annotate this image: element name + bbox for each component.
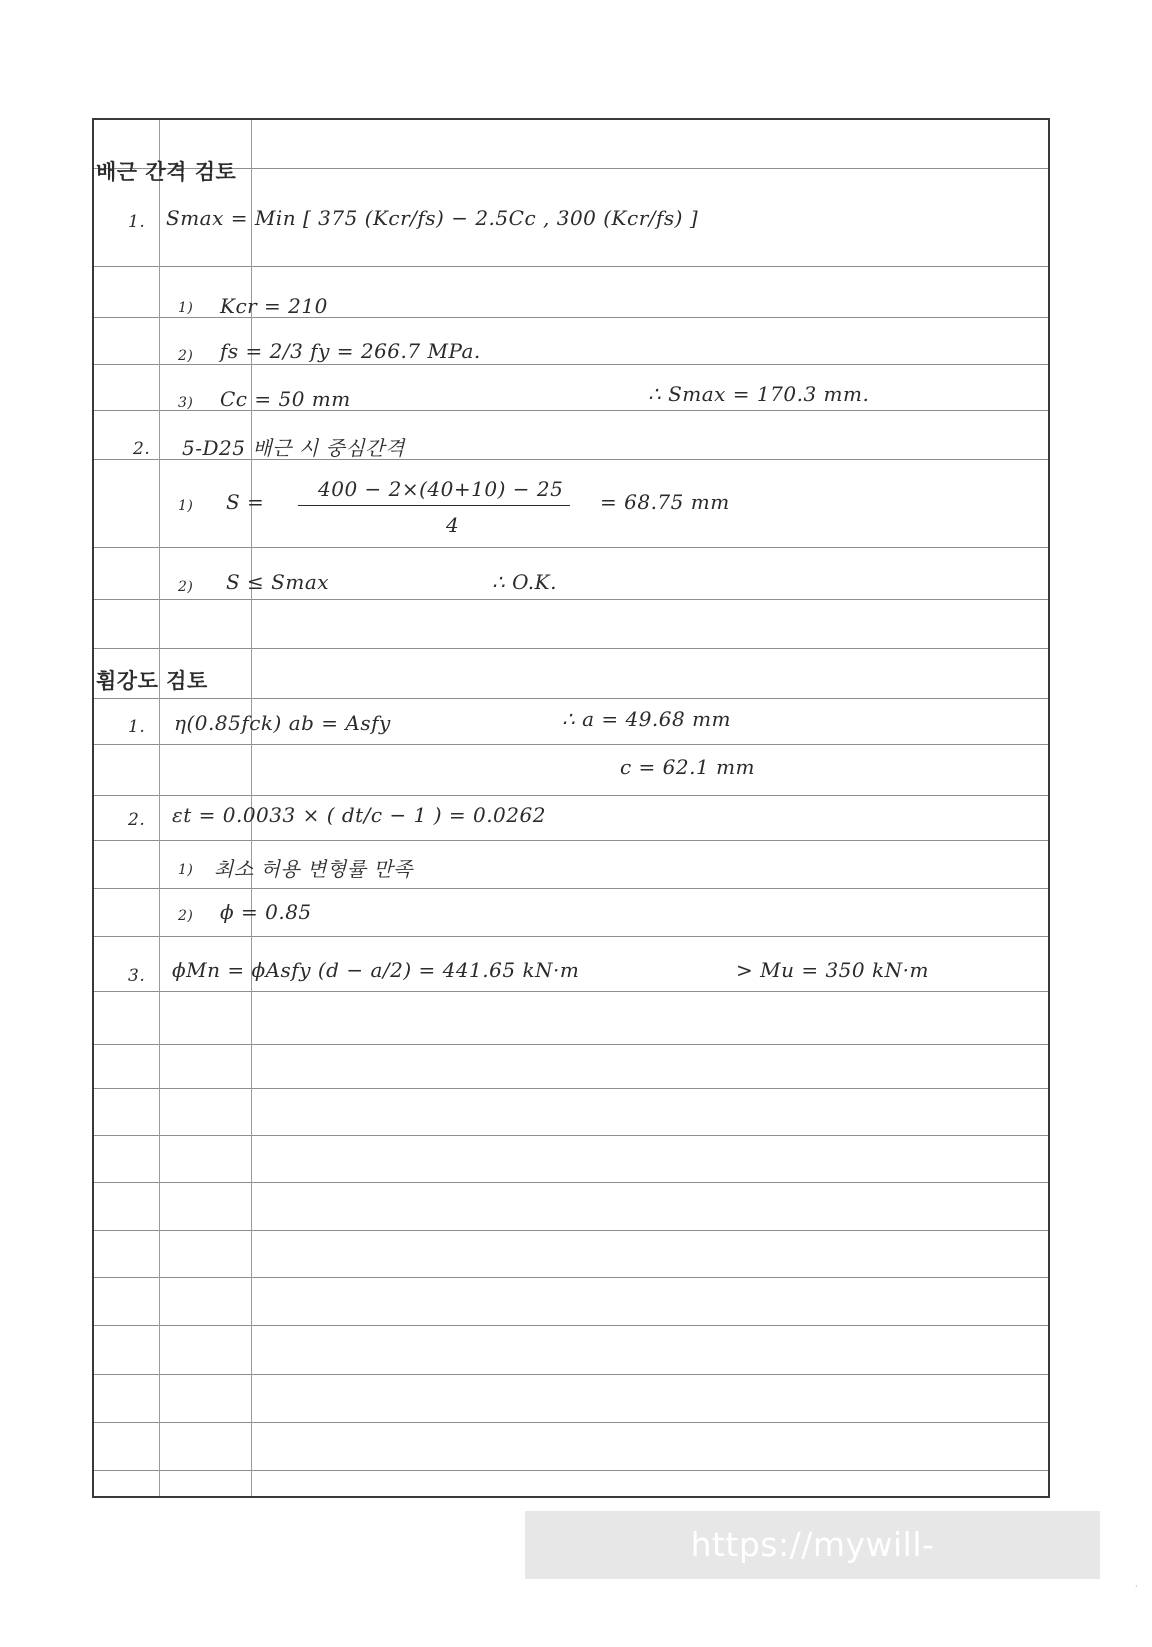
cc-value: Cc = 50 mm bbox=[220, 387, 351, 411]
item-number: 2. bbox=[128, 810, 146, 830]
item-number: 1. bbox=[128, 717, 146, 737]
ruled-line bbox=[94, 1135, 1048, 1136]
section-heading-flexure: 휨강도 검토 bbox=[96, 669, 208, 693]
ruled-line bbox=[94, 744, 1048, 745]
s-numerator: 400 − 2×(40+10) − 25 bbox=[318, 477, 564, 501]
kcr-value: Kcr = 210 bbox=[220, 294, 328, 318]
item-number: 3. bbox=[128, 966, 146, 986]
ruled-line bbox=[94, 1182, 1048, 1183]
bar-spacing-title: 5-D25 배근 시 중심간격 bbox=[182, 436, 405, 460]
ruled-line bbox=[94, 1277, 1048, 1278]
strain-check: 최소 허용 변형률 만족 bbox=[214, 857, 413, 881]
s-check-result: ∴ O.K. bbox=[492, 570, 557, 594]
ruled-line bbox=[94, 1044, 1048, 1045]
scan-mark: · bbox=[1135, 1582, 1138, 1591]
smax-result: ∴ Smax = 170.3 mm. bbox=[648, 382, 870, 406]
strain-eq: εt = 0.0033 × ( dt/c − 1 ) = 0.0262 bbox=[172, 803, 546, 827]
fs-value: fs = 2/3 fy = 266.7 MPa. bbox=[220, 339, 481, 363]
ruled-line bbox=[94, 648, 1048, 649]
equilibrium-eq: η(0.85fck) ab = Asfy bbox=[174, 711, 391, 735]
moment-compare: > Mu = 350 kN·m bbox=[736, 958, 929, 982]
sub-item-number: 3) bbox=[178, 395, 194, 411]
phi-value: ϕ = 0.85 bbox=[220, 900, 312, 924]
margin-line bbox=[159, 120, 160, 1496]
ruled-line bbox=[94, 795, 1048, 796]
sub-item-number: 1) bbox=[178, 300, 194, 316]
sub-item-number: 2) bbox=[178, 579, 194, 595]
a-result: ∴ a = 49.68 mm bbox=[562, 707, 732, 731]
ruled-line bbox=[94, 1422, 1048, 1423]
ruled-line bbox=[94, 888, 1048, 889]
item-number: 2. bbox=[133, 439, 151, 459]
section-heading-spacing: 배근 간격 검토 bbox=[96, 160, 237, 184]
s-check: S ≤ Smax bbox=[226, 570, 330, 594]
smax-formula: Smax = Min [ 375 (Kcr/fs) − 2.5Cc , 300 (Kcr/fs) ] bbox=[166, 206, 699, 230]
ruled-line bbox=[94, 991, 1048, 992]
ruled-line bbox=[94, 1470, 1048, 1471]
ruled-line bbox=[94, 840, 1048, 841]
moment-capacity-eq: ϕMn = ϕAsfy (d − a/2) = 441.65 kN·m bbox=[172, 958, 580, 982]
sub-item-number: 2) bbox=[178, 908, 194, 924]
ruled-line bbox=[94, 1325, 1048, 1326]
s-denominator: 4 bbox=[446, 513, 460, 537]
ruled-line bbox=[94, 547, 1048, 548]
ruled-line bbox=[94, 1374, 1048, 1375]
ruled-line bbox=[94, 168, 1048, 169]
c-result: c = 62.1 mm bbox=[620, 755, 755, 779]
ruled-line bbox=[94, 364, 1048, 365]
s-result: = 68.75 mm bbox=[600, 490, 730, 514]
ruled-line bbox=[94, 266, 1048, 267]
ruled-line bbox=[94, 1088, 1048, 1089]
watermark: https://mywill-engineer.tistory.com bbox=[525, 1511, 1100, 1579]
fraction-bar bbox=[298, 505, 570, 506]
ruled-line bbox=[94, 1230, 1048, 1231]
item-number: 1. bbox=[128, 212, 146, 232]
ruled-line bbox=[94, 936, 1048, 937]
sub-item-number: 1) bbox=[178, 862, 194, 878]
sub-item-number: 2) bbox=[178, 348, 194, 364]
ruled-line bbox=[94, 599, 1048, 600]
sub-item-number: 1) bbox=[178, 498, 194, 514]
s-label: S = bbox=[226, 490, 265, 514]
ruled-line bbox=[94, 698, 1048, 699]
